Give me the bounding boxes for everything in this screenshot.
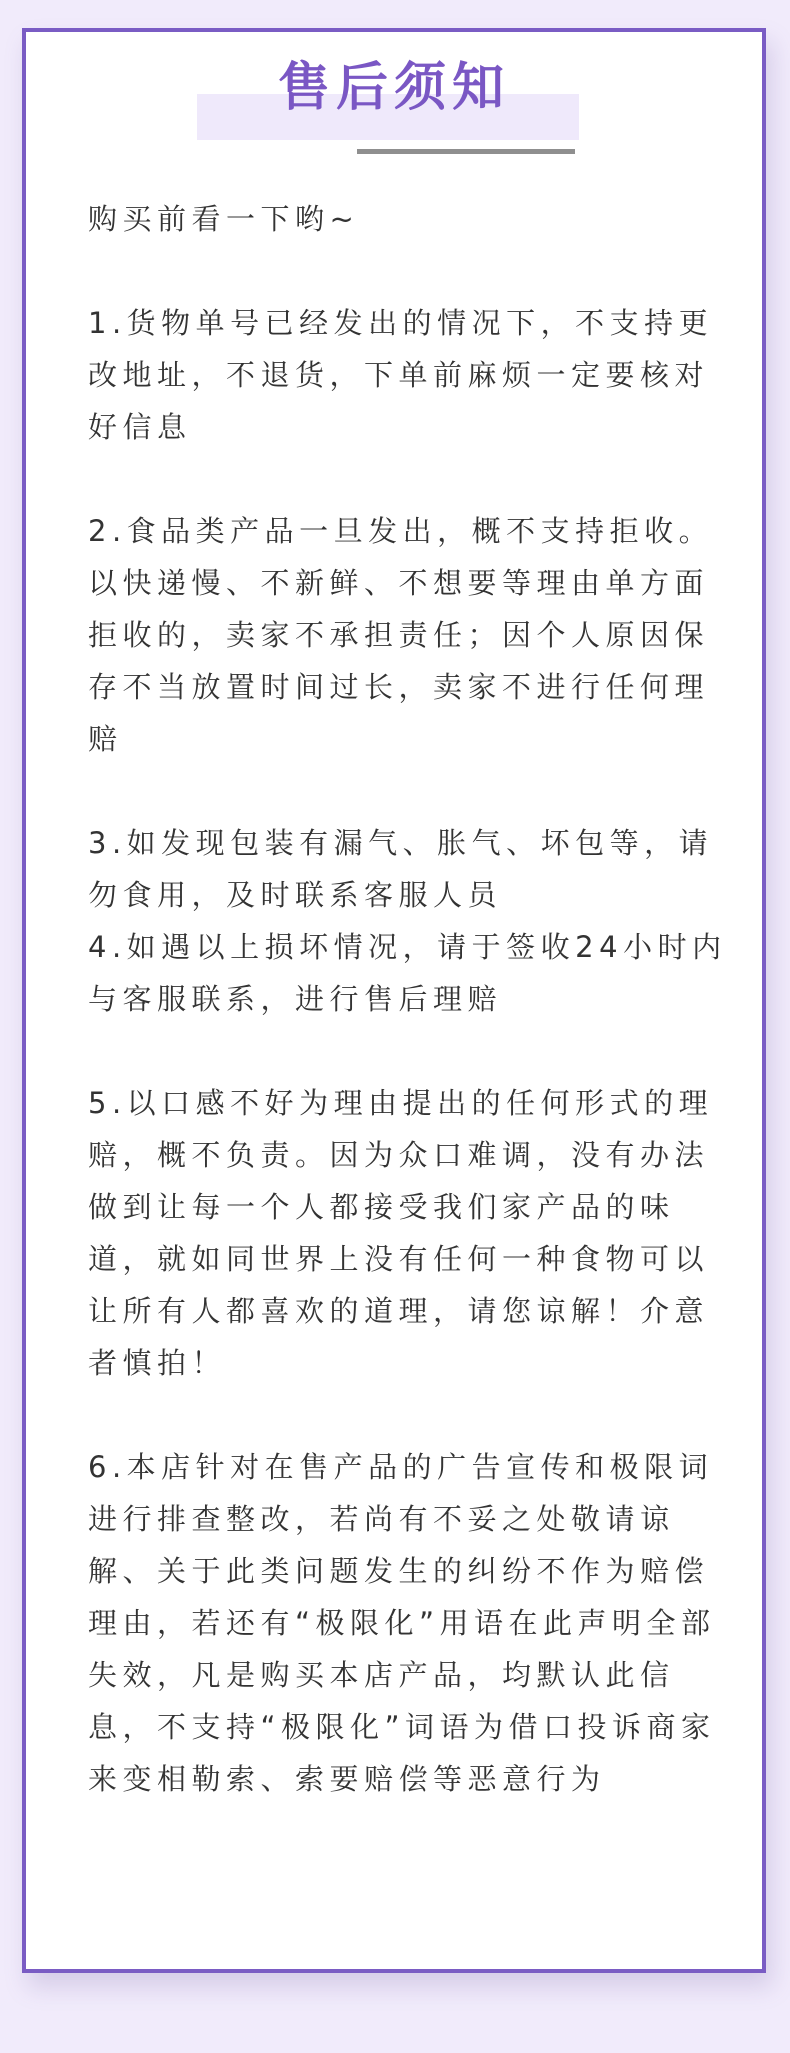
notice-item-6: 6.本店针对在售产品的广告宣传和极限词进行排查整改，若尚有不妥之处敬请谅解、关于此类问题发生的纠纷不作为赔偿理由，若还有“极限化”用语在此声明全部失效，凡是购买本店产品，均默认此信息，不支持“极限化”词语为借口投诉商家来变相勒索、索要赔偿等恶意行为 bbox=[88, 1450, 716, 1796]
page-title: 售后须知 bbox=[277, 57, 510, 118]
notice-content bbox=[88, 193, 728, 1805]
notice-item-3: 3.如发现包装有漏气、胀气、坏包等，请勿食用，及时联系客服人员 bbox=[88, 826, 714, 912]
spacer bbox=[88, 765, 728, 817]
spacer bbox=[88, 453, 728, 505]
spacer bbox=[88, 1389, 728, 1441]
notice-item-2: 2.食品类产品一旦发出，概不支持拒收。以快递慢、不新鲜、不想要等理由单方面拒收的，卖家不承担责任；因个人原因保存不当放置时间过长，卖家不进行任何理赔 bbox=[88, 514, 714, 756]
intro-text: 购买前看一下哟~ bbox=[88, 202, 360, 236]
notice-item-4: 4.如遇以上损坏情况，请于签收24小时内与客服联系，进行售后理赔 bbox=[88, 930, 727, 1016]
notice-item-5: 5.以口感不好为理由提出的任何形式的理赔，概不负责。因为众口难调，没有办法做到让每一个人都接受我们家产品的味道，就如同世界上没有任何一种食物可以让所有人都喜欢的道理，请您谅解！介意者慎拍！ bbox=[88, 1086, 714, 1380]
spacer bbox=[88, 1025, 728, 1077]
notice-card bbox=[22, 28, 766, 1973]
notice-item-1: 1.货物单号已经发出的情况下，不支持更改地址，不退货，下单前麻烦一定要核对好信息 bbox=[88, 306, 714, 444]
spacer bbox=[88, 245, 728, 297]
title-underline bbox=[357, 149, 575, 154]
